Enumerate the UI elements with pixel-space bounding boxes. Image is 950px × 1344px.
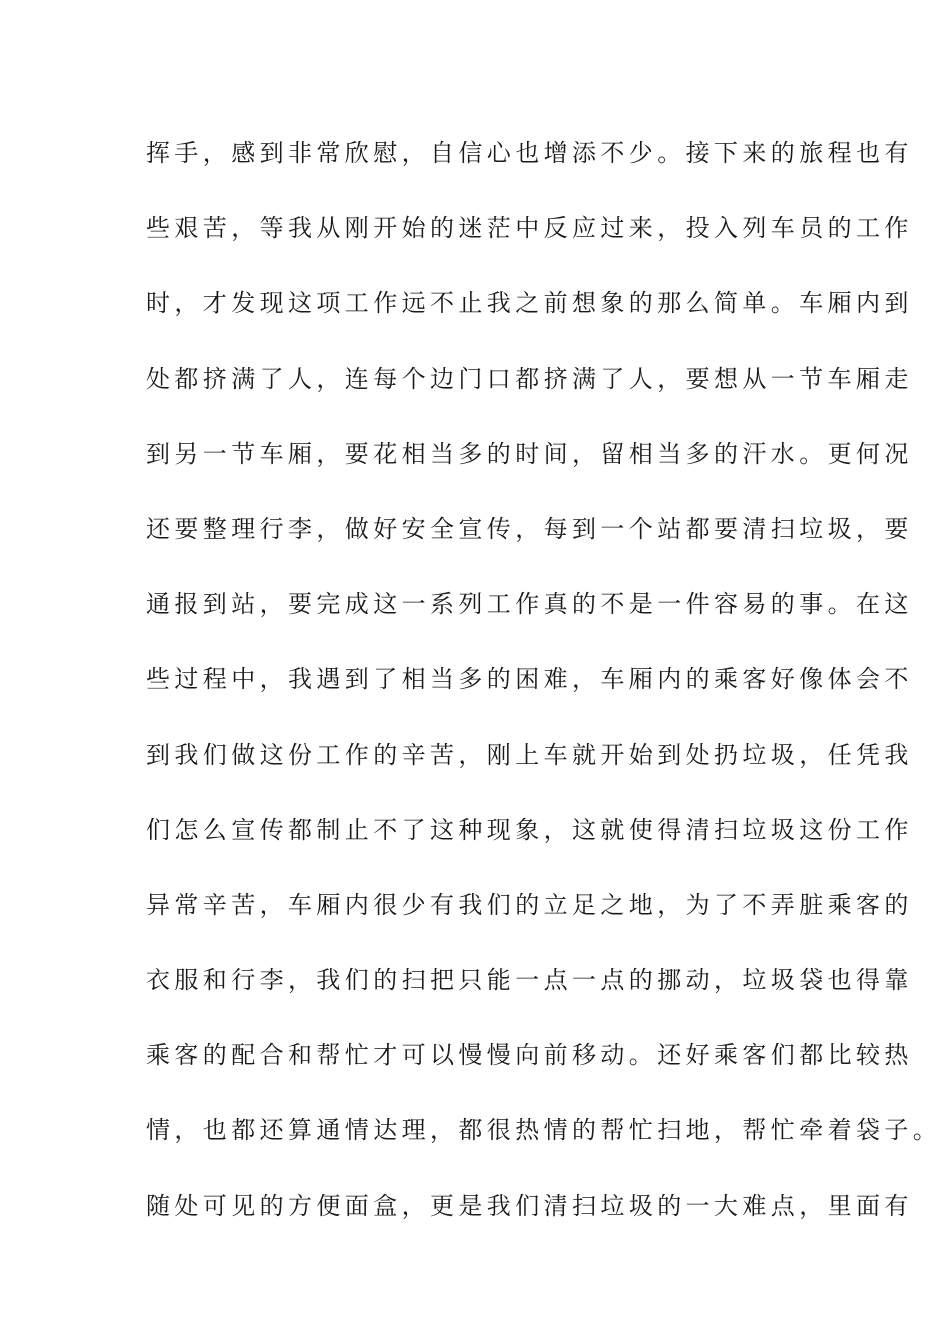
text-line: 到另一节车厢，要花相当多的时间，留相当多的汗水。更何况	[146, 439, 913, 468]
text-line: 通报到站，要完成这一系列工作真的不是一件容易的事。在这	[146, 590, 913, 619]
text-line: 些过程中，我遇到了相当多的困难，车厢内的乘客好像体会不	[146, 665, 913, 694]
text-line: 些艰苦，等我从刚开始的迷茫中反应过来，投入列车员的工作	[146, 214, 913, 243]
text-line: 挥手，感到非常欣慰，自信心也增添不少。接下来的旅程也有	[146, 139, 913, 167]
text-line: 乘客的配合和帮忙才可以慢慢向前移动。还好乘客们都比较热	[146, 1041, 913, 1070]
text-line: 到我们做这份工作的辛苦，刚上车就开始到处扔垃圾，任凭我	[146, 740, 913, 769]
text-line: 还要整理行李，做好安全宣传，每到一个站都要清扫垃圾，要	[146, 514, 913, 543]
text-line: 异常辛苦，车厢内很少有我们的立足之地，为了不弄脏乘客的	[146, 890, 913, 919]
body-text	[146, 133, 942, 1261]
text-line: 们怎么宣传都制止不了这种现象，这就使得清扫垃圾这份工作	[146, 815, 913, 844]
text-line: 随处可见的方便面盒，更是我们清扫垃圾的一大难点，里面有	[146, 1191, 913, 1220]
text-line: 时，才发现这项工作远不止我之前想象的那么简单。车厢内到	[146, 289, 913, 318]
text-line: 情，也都还算通情达理，都很热情的帮忙扫地，帮忙牵着袋子。	[146, 1116, 942, 1145]
text-line: 衣服和行李，我们的扫把只能一点一点的挪动，垃圾袋也得靠	[146, 966, 913, 995]
text-line: 处都挤满了人，连每个边门口都挤满了人，要想从一节车厢走	[146, 364, 913, 393]
